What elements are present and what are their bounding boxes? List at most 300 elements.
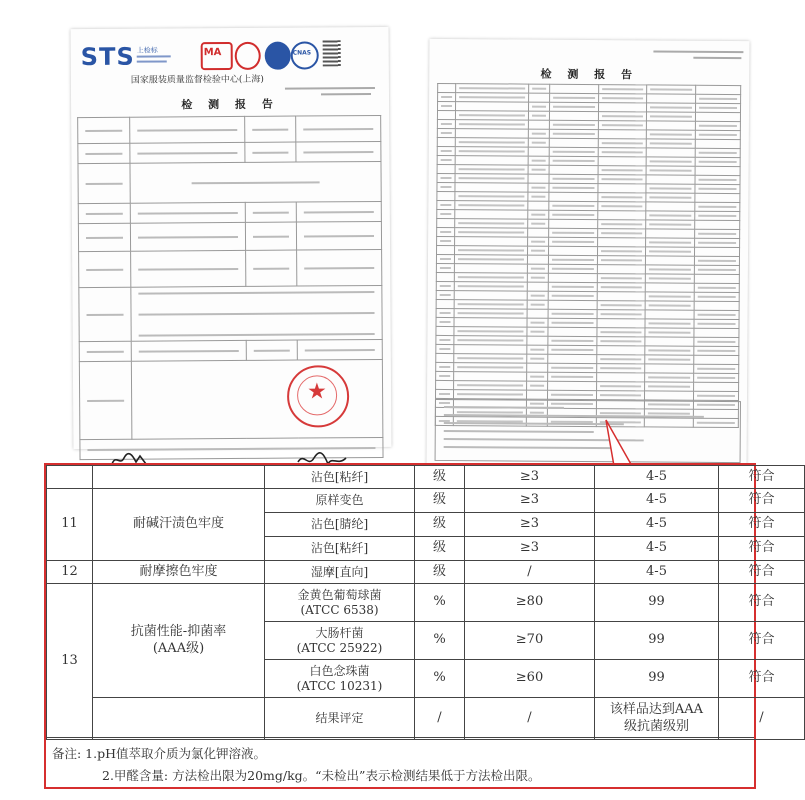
table-cell — [645, 382, 694, 391]
table-cell — [455, 138, 528, 148]
table-cell — [527, 363, 548, 372]
table-cell — [528, 228, 549, 237]
table-cell — [694, 310, 740, 319]
table-row — [47, 584, 805, 622]
table-cell — [436, 272, 454, 281]
table-cell — [645, 319, 694, 328]
table-cell — [528, 102, 549, 111]
row-number: 12 — [47, 561, 93, 584]
table-cell — [527, 264, 548, 273]
sts-logo-line — [137, 60, 167, 62]
verdict: 符合 — [719, 466, 805, 489]
table-cell — [597, 202, 646, 211]
table-cell — [549, 138, 598, 147]
cma-cert-text: MA — [203, 47, 222, 59]
table-cell — [548, 336, 597, 345]
table-cell — [695, 85, 741, 94]
table-cell — [549, 174, 598, 183]
table-cell — [528, 165, 549, 174]
table-cell — [597, 292, 646, 301]
test-result: 99 — [595, 622, 719, 660]
table-cell — [436, 335, 454, 344]
table-cell — [548, 363, 597, 372]
verdict: 符合 — [719, 537, 805, 561]
right-report-page — [427, 39, 750, 471]
bacteria-name: 大肠杆菌 — [315, 625, 364, 640]
table-cell — [528, 183, 549, 192]
table-cell — [548, 309, 597, 318]
requirement: ≥3 — [465, 466, 595, 489]
test-result: 4-5 — [595, 537, 719, 561]
table-row — [47, 489, 805, 513]
test-result: 4-5 — [595, 466, 719, 489]
table-cell — [527, 318, 548, 327]
table-cell — [695, 139, 741, 148]
table-cell — [437, 119, 455, 128]
table-cell — [548, 354, 597, 363]
table-cell — [549, 237, 598, 246]
table-cell — [597, 283, 646, 292]
table-cell — [454, 273, 527, 283]
table-cell — [455, 174, 528, 184]
verdict: 符合 — [719, 660, 805, 698]
row-number: 13 — [47, 584, 93, 740]
table-cell — [528, 156, 549, 165]
table-cell — [549, 228, 598, 237]
table-cell — [597, 193, 646, 202]
table-cell — [645, 310, 694, 319]
requirement: / — [465, 561, 595, 584]
table-cell — [694, 184, 740, 193]
table-cell — [527, 345, 548, 354]
table-cell — [645, 328, 694, 337]
table-cell — [694, 256, 740, 265]
table-cell — [693, 382, 739, 391]
table-cell — [528, 129, 549, 138]
table-cell — [528, 147, 549, 156]
table-cell — [455, 228, 528, 238]
test-subitem: 原样变色 — [265, 489, 415, 513]
table-cell — [646, 166, 695, 175]
table-cell — [454, 381, 527, 391]
verdict: 符合 — [719, 584, 805, 622]
table-cell — [694, 238, 740, 247]
table-cell — [646, 220, 695, 229]
sts-logo-subtitle: 上检标 — [136, 46, 158, 55]
table-cell — [597, 229, 646, 238]
table-cell — [597, 265, 646, 274]
sts-logo-line — [137, 55, 171, 57]
table-cell — [596, 373, 645, 382]
result-evaluation-label: 结果评定 — [265, 698, 415, 740]
table-cell — [548, 282, 597, 291]
table-cell — [693, 364, 739, 373]
table-cell — [550, 93, 599, 102]
table-cell — [695, 148, 741, 157]
test-item-line: 抗菌性能-抑菌率 — [130, 624, 227, 640]
table-cell — [528, 138, 549, 147]
evaluation-line: 该样品达到AAA — [609, 702, 704, 718]
table-cell — [549, 192, 598, 201]
remark-2: 2.甲醛含量: 方法检出限为20mg/kg。“未检出”表示检测结果低于方法检出限。 — [102, 768, 541, 783]
table-cell — [437, 209, 455, 218]
table-cell — [436, 290, 454, 299]
test-subitem: 沾色[粘纤] — [265, 466, 415, 489]
table-cell — [646, 121, 695, 130]
unit: % — [415, 622, 465, 660]
page-number-placeholder — [693, 57, 741, 59]
table-cell — [695, 130, 741, 139]
table-cell — [454, 354, 527, 364]
table-cell — [647, 85, 696, 94]
sts-logo: STS — [80, 42, 135, 72]
requirement: ≥3 — [465, 537, 595, 561]
cnas-cert-text: CNAS — [292, 49, 312, 57]
table-cell — [645, 364, 694, 373]
table-cell — [454, 336, 527, 346]
verdict: 符合 — [719, 622, 805, 660]
table-row — [47, 561, 805, 584]
table-cell — [598, 130, 647, 139]
table-cell — [549, 246, 598, 255]
table-cell — [437, 245, 455, 254]
table-cell — [527, 291, 548, 300]
table-cell — [455, 165, 528, 175]
table-cell — [694, 220, 740, 229]
table-cell — [694, 211, 740, 220]
cal-cert-icon — [235, 42, 261, 70]
table-cell — [694, 283, 740, 292]
table-cell — [437, 182, 455, 191]
table-cell — [693, 373, 739, 382]
table-cell — [646, 202, 695, 211]
evaluation-line: 级抗菌级别 — [623, 718, 689, 734]
unit: 级 — [415, 489, 465, 513]
table-cell — [436, 299, 454, 308]
table-cell — [695, 157, 741, 166]
table-cell — [549, 165, 598, 174]
table-cell — [694, 301, 740, 310]
table-cell — [596, 364, 645, 373]
table-cell — [456, 93, 529, 103]
verdict: 符合 — [719, 489, 805, 513]
table-cell — [528, 93, 549, 102]
table-cell — [693, 391, 739, 400]
table-cell — [527, 336, 548, 345]
table-cell — [695, 121, 741, 130]
table-cell — [596, 337, 645, 346]
table-cell — [454, 327, 527, 337]
table-cell — [693, 337, 739, 346]
table-cell — [549, 120, 598, 129]
test-subitem — [265, 584, 415, 622]
table-cell — [596, 328, 645, 337]
table-cell — [527, 282, 548, 291]
bacteria-strain: (ATCC 25922) — [296, 640, 383, 655]
bacteria-name: 白色念珠菌 — [309, 663, 370, 678]
table-cell — [526, 381, 547, 390]
table-cell — [597, 301, 646, 310]
table-cell — [527, 354, 548, 363]
table-cell — [694, 292, 740, 301]
table-cell — [646, 238, 695, 247]
table-cell — [647, 94, 696, 103]
table-row — [47, 698, 805, 740]
table-cell — [597, 256, 646, 265]
table-cell — [694, 193, 740, 202]
row-number — [47, 466, 93, 489]
table-cell — [438, 92, 456, 101]
table-cell — [645, 274, 694, 283]
table-cell — [548, 390, 597, 399]
table-cell — [454, 291, 527, 301]
table-cell — [436, 317, 454, 326]
table-cell — [596, 382, 645, 391]
table-cell — [598, 175, 647, 184]
table-cell — [646, 130, 695, 139]
test-subitem: 湿摩[直向] — [265, 561, 415, 584]
table-cell — [454, 345, 527, 355]
table-cell — [454, 372, 527, 382]
table-cell — [694, 202, 740, 211]
table-cell — [529, 84, 550, 93]
unit: 级 — [415, 466, 465, 489]
table-cell — [598, 121, 647, 130]
table-cell — [597, 184, 646, 193]
table-cell — [645, 301, 694, 310]
table-cell — [694, 175, 740, 184]
table-cell — [548, 264, 597, 273]
table-cell — [436, 254, 454, 263]
table-cell — [645, 292, 694, 301]
table-cell — [437, 128, 455, 137]
table-cell — [527, 309, 548, 318]
table-cell — [646, 175, 695, 184]
table-cell — [527, 255, 548, 264]
table-cell — [693, 319, 739, 328]
test-result: 99 — [595, 584, 719, 622]
table-cell — [549, 210, 598, 219]
table-cell — [645, 391, 694, 400]
table-cell — [455, 219, 528, 229]
table-cell — [598, 103, 647, 112]
table-cell — [598, 139, 647, 148]
table-cell — [645, 346, 694, 355]
table-cell — [695, 166, 741, 175]
table-cell — [645, 355, 694, 364]
table-cell — [598, 85, 647, 94]
table-cell — [526, 390, 547, 399]
table-cell — [436, 353, 454, 362]
organization-name: 国家服装质量监督检验中心(上海) — [130, 74, 264, 86]
table-cell — [438, 83, 456, 92]
row-number: 11 — [47, 489, 93, 561]
table-cell — [598, 166, 647, 175]
table-cell — [597, 310, 646, 319]
table-cell — [455, 264, 528, 274]
table-cell — [436, 362, 454, 371]
requirement: ≥80 — [465, 584, 595, 622]
table-cell — [437, 200, 455, 209]
bacteria-strain: (ATCC 10231) — [296, 678, 383, 693]
right-report-table — [435, 83, 741, 428]
test-item: 耐摩擦色牢度 — [93, 561, 265, 584]
table-cell — [549, 219, 598, 228]
table-cell — [527, 246, 548, 255]
table-cell — [437, 236, 455, 245]
table-cell — [597, 220, 646, 229]
unit: % — [415, 660, 465, 698]
test-item: 耐碱汗渍色牢度 — [93, 489, 265, 561]
left-report-page — [71, 27, 392, 449]
table-cell — [437, 218, 455, 227]
table-cell — [455, 156, 528, 166]
test-subitem: 沾色[腈纶] — [265, 513, 415, 537]
left-report-title: 检 测 报 告 — [181, 97, 279, 112]
table-cell — [548, 327, 597, 336]
table-cell — [454, 300, 527, 310]
table-cell — [645, 283, 694, 292]
table-cell — [436, 380, 454, 389]
table-cell — [596, 346, 645, 355]
table-cell — [548, 273, 597, 282]
table-cell — [693, 328, 739, 337]
table-cell — [550, 84, 599, 93]
table-cell — [436, 263, 454, 272]
table-cell — [646, 148, 695, 157]
test-result: 4-5 — [595, 561, 719, 584]
table-cell — [527, 327, 548, 336]
table-cell — [454, 282, 527, 292]
unit: 级 — [415, 513, 465, 537]
table-cell — [598, 112, 647, 121]
requirement: / — [465, 698, 595, 740]
table-cell — [528, 174, 549, 183]
table-cell — [597, 238, 646, 247]
table-cell — [645, 265, 694, 274]
table-cell — [645, 373, 694, 382]
table-cell — [694, 274, 740, 283]
right-report-title: 检 测 报 告 — [540, 67, 639, 82]
table-cell — [437, 164, 455, 173]
table-cell — [454, 363, 527, 373]
test-results-table — [46, 465, 805, 740]
table-cell — [693, 355, 739, 364]
right-report-notes — [435, 399, 741, 463]
table-cell — [528, 201, 549, 210]
table-cell — [550, 102, 599, 111]
bacteria-name: 金黄色葡萄球菌 — [297, 587, 382, 602]
table-cell — [437, 227, 455, 236]
table-cell — [528, 120, 549, 129]
table-cell — [455, 210, 528, 220]
table-cell — [695, 94, 741, 103]
table-cell — [455, 192, 528, 202]
table-cell — [597, 247, 646, 256]
report-number-placeholder — [285, 87, 375, 90]
barcode-icon — [323, 40, 341, 66]
table-cell — [693, 346, 739, 355]
table-cell — [549, 255, 598, 264]
table-cell — [596, 355, 645, 364]
table-cell — [548, 300, 597, 309]
table-cell — [549, 147, 598, 156]
verdict: / — [719, 698, 805, 740]
table-cell — [549, 183, 598, 192]
table-cell — [437, 110, 455, 119]
table-cell — [598, 94, 647, 103]
table-cell — [455, 201, 528, 211]
table-cell — [436, 308, 454, 317]
table-cell — [548, 345, 597, 354]
seal-star-icon: ★ — [306, 379, 327, 405]
table-cell — [646, 184, 695, 193]
table-cell — [455, 237, 528, 247]
table-cell — [597, 274, 646, 283]
table-cell — [528, 192, 549, 201]
table-cell — [454, 318, 527, 328]
table-cell — [527, 237, 548, 246]
table-cell — [597, 319, 646, 328]
table-cell — [598, 148, 647, 157]
test-item — [93, 584, 265, 698]
logo-row — [79, 37, 379, 75]
table-cell — [455, 183, 528, 193]
bacteria-strain: (ATCC 6538) — [300, 602, 379, 617]
requirement: ≥60 — [465, 660, 595, 698]
table-cell — [436, 281, 454, 290]
table-cell — [456, 120, 529, 130]
table-cell — [455, 246, 528, 256]
table-cell — [549, 129, 598, 138]
table-cell — [456, 111, 529, 121]
table-cell — [548, 381, 597, 390]
table-cell — [436, 371, 454, 380]
table-cell — [596, 391, 645, 400]
requirement: ≥3 — [465, 489, 595, 513]
table-cell — [647, 103, 696, 112]
table-cell — [548, 291, 597, 300]
test-result: 4-5 — [595, 513, 719, 537]
table-cell — [455, 129, 528, 139]
table-cell — [694, 247, 740, 256]
table-cell — [548, 372, 597, 381]
test-result: 99 — [595, 660, 719, 698]
table-cell — [528, 111, 549, 120]
table-cell — [437, 137, 455, 146]
table-cell — [437, 146, 455, 155]
table-cell — [454, 309, 527, 319]
unit: % — [415, 584, 465, 622]
table-cell — [455, 255, 528, 265]
test-item — [93, 698, 265, 740]
table-cell — [645, 337, 694, 346]
table-cell — [646, 139, 695, 148]
table-cell — [694, 229, 740, 238]
zoomed-test-results — [44, 463, 775, 789]
ilac-cert-icon — [265, 42, 291, 70]
table-cell — [456, 102, 529, 112]
unit: / — [415, 698, 465, 740]
requirement: ≥3 — [465, 513, 595, 537]
table-cell — [646, 211, 695, 220]
table-cell — [646, 247, 695, 256]
table-cell — [437, 155, 455, 164]
table-cell — [548, 318, 597, 327]
test-subitem: 沾色[粘纤] — [265, 537, 415, 561]
requirement: ≥70 — [465, 622, 595, 660]
table-cell — [455, 147, 528, 157]
